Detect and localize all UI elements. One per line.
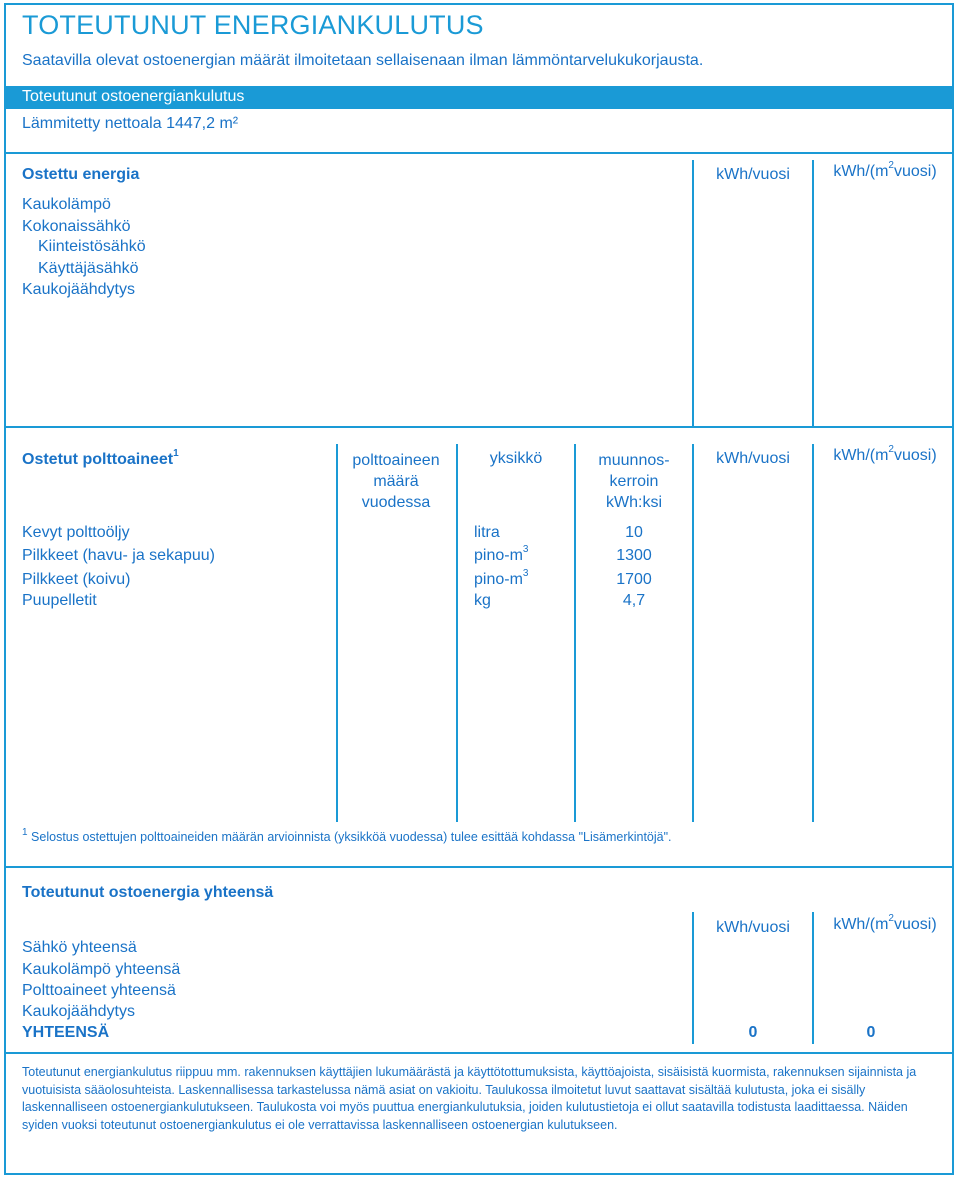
grand-total-kwh-m2: 0 (866, 1024, 876, 1041)
area-label: Lämmitetty nettoala 1447,2 m² (22, 115, 239, 132)
purchased-energy-heading: Ostettu energia (22, 166, 140, 183)
fuel-name: Pilkkeet (havu- ja sekapuu) (22, 547, 215, 564)
col-kwh-m2-year: kWh/$(m^2vuosi)$ (833, 913, 937, 933)
column-divider (456, 444, 458, 822)
col-kwh-year: kWh/vuosi (716, 166, 790, 183)
fuel-name: Puupelletit (22, 592, 97, 609)
column-divider (812, 160, 814, 426)
total-row-label: Kaukojäähdytys (22, 1003, 135, 1020)
fuel-factor: 10 (625, 524, 643, 541)
fuels-heading: Ostetut polttoaineet$^1$ (22, 448, 179, 468)
section-divider (6, 426, 952, 428)
fuel-name: Kevyt polttoöljy (22, 524, 130, 541)
page-title: TOTEUTUNUT ENERGIANKULUTUS (22, 10, 484, 40)
row-label: Kiinteistösähkö (38, 238, 146, 255)
fuel-unit: pino-$m^3$ (474, 568, 529, 588)
row-label: Kokonaissähkö (22, 218, 131, 235)
col-fuel-amount: polttoaineen määrä vuodessa (352, 452, 440, 511)
row-label: Käyttäjäsähkö (38, 260, 139, 277)
fuel-unit: pino-$m^3$ (474, 544, 529, 564)
row-label: Kaukojäähdytys (22, 281, 135, 298)
section-divider (6, 1052, 952, 1054)
fuel-factor: 4,7 (622, 592, 646, 609)
col-kwh-m2-year: kWh/$(m^2vuosi)$ (833, 160, 937, 180)
fuel-factor: 1700 (616, 571, 652, 588)
grand-total-label: YHTEENSÄ (22, 1024, 110, 1041)
col-kwh-year: kWh/vuosi (716, 450, 790, 467)
row-label: Kaukolämpö (22, 196, 111, 213)
page-subtitle: Saatavilla olevat ostoenergian määrät ilmoitetaan sellaisenaan ilman lämmöntarvelukukorjausta. (22, 52, 704, 69)
col-kwh-year: kWh/vuosi (716, 919, 790, 936)
band-title: Toteutunut ostoenergiankulutus (22, 88, 245, 105)
total-row-label: Polttoaineet yhteensä (22, 982, 176, 999)
column-divider (692, 444, 694, 822)
total-row-label: Kaukolämpö yhteensä (22, 961, 181, 978)
column-divider (692, 160, 694, 426)
section-divider (6, 866, 952, 868)
fuels-footnote: $^1$ Selostus ostettujen polttoaineiden määrän arvioinnista (yksikköä vuodessa) tulee esittää kohdassa "Lisämerkintöjä". (22, 827, 672, 844)
fuel-name: Pilkkeet (koivu) (22, 571, 131, 588)
column-divider (692, 912, 694, 1044)
fuel-unit: litra (474, 524, 500, 541)
total-row-label: Sähkö yhteensä (22, 939, 137, 956)
totals-heading: Toteutunut ostoenergia yhteensä (22, 884, 274, 901)
grand-total-kwh: 0 (748, 1024, 758, 1041)
fuel-unit: kg (474, 592, 491, 609)
column-divider (812, 444, 814, 822)
consumption-note: Toteutunut energiankulutus riippuu mm. rakennuksen käyttäjien lukumäärästä ja käyttötottumuksista, käyttöajoista, sisäisistä kuormista, rakennuksen sijainnista ja vuotuisista sääolosuhteista. Laskennallisessa tarkastelussa nämä asiat on vakioitu. Taulukossa ilmoitetut luvut saattavat sisältää kulutusta, joka ei sisälly laskennalliseen ostoenergiankulutukseen. Taulukosta voi myös puuttua energiankulutuksia, joiden kulutustietoja ei ollut saatavilla todistusta laadittaessa. Näiden syiden vuoksi toteutunut ostoenergiankulutus ei ole verrattavissa laskennalliseen ostoenergian kulutukseen. (22, 1065, 917, 1132)
fuel-factor: 1300 (616, 547, 652, 564)
col-unit: yksikkö (489, 450, 543, 467)
column-divider (812, 912, 814, 1044)
section-divider (6, 152, 952, 154)
col-conversion-factor: muunnos- kerroin kWh:ksi (598, 452, 670, 511)
col-kwh-m2-year: kWh/$(m^2vuosi)$ (833, 444, 937, 464)
